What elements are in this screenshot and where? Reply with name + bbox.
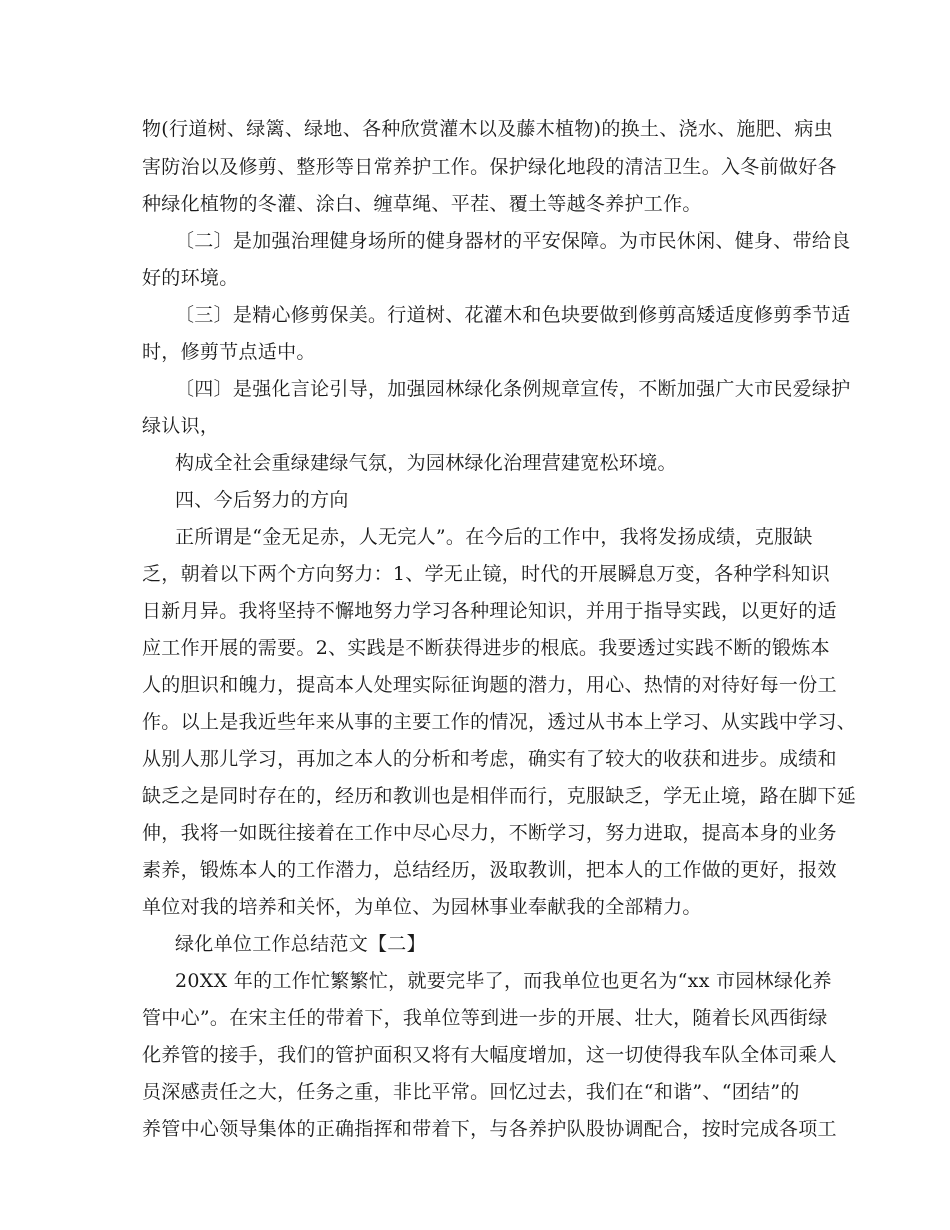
body-text-line: 时，修剪节点适中。 (142, 341, 316, 363)
body-text-line: 构成全社会重绿建绿气氛，为园林绿化治理营建宽松环境。 (175, 452, 677, 474)
body-text-line: 〔二〕是加强治理健身场所的健身器材的平安保障。为市民休闲、健身、带给良 (175, 230, 851, 252)
body-text-line: 物(行道树、绿篱、绿地、各种欣赏灌木以及藤木植物)的换土、浇水、施肥、病虫 (142, 118, 833, 140)
body-text-line: 员深感责任之大，任务之重，非比平常。回忆过去，我们在“和谐”、“团结”的 (142, 1081, 800, 1103)
body-text-line: 应工作开展的需要。2、实践是不断获得进步的根底。我要透过实践不断的锻炼本 (142, 637, 830, 659)
body-text-line: 〔三〕是精心修剪保美。行道树、花灌木和色块要做到修剪高矮适度修剪季节适 (175, 304, 851, 326)
body-text-line: 从别人那儿学习，再加之本人的分析和考虑，确实有了较大的收获和进步。成绩和 (142, 748, 837, 770)
body-text-line: 管中心”。在宋主任的带着下，我单位等到进一步的开展、壮大，随着长风西街绿 (142, 1007, 828, 1029)
section-heading: 四、今后努力的方向 (175, 489, 349, 511)
body-text-line: 缺乏之是同时存在的，经历和教训也是相伴而行，克服缺乏，学无止境，路在脚下延 (142, 785, 857, 807)
body-text-line: 作。以上是我近些年来从事的主要工作的情况，透过从书本上学习、从实践中学习、 (142, 711, 857, 733)
body-text-line: 绿认识， (142, 415, 220, 437)
body-text-line: 素养，锻炼本人的工作潜力，总结经历，汲取教训，把本人的工作做的更好，报效 (142, 859, 837, 881)
body-text-line: 好的环境。 (142, 267, 239, 289)
body-text-line: 人的胆识和魄力，提高本人处理实际征询题的潜力，用心、热情的对待好每一份工 (142, 674, 837, 696)
section-heading: 绿化单位工作总结范文【二】 (175, 933, 426, 955)
body-text-line: 害防治以及修剪、整形等日常养护工作。保护绿化地段的清洁卫生。入冬前做好各 (142, 156, 837, 178)
body-text-line: 日新月异。我将坚持不懈地努力学习各种理论知识，并用于指导实践，以更好的适 (142, 600, 837, 622)
body-text-line: 种绿化植物的冬灌、涂白、缠草绳、平茬、覆土等越冬养护工作。 (142, 193, 702, 215)
body-text-line: 单位对我的培养和关怀，为单位、为园林事业奉献我的全部精力。 (142, 896, 702, 918)
body-text-line: 化养管的接手，我们的管护面积又将有大幅度增加，这一切使得我车队全体司乘人 (142, 1044, 837, 1066)
body-text-line: 养管中心领导集体的正确指挥和带着下，与各养护队股协调配合，按时完成各项工 (142, 1118, 837, 1140)
body-text-line: 正所谓是“金无足赤，人无完人”。在今后的工作中，我将发扬成绩，克服缺 (175, 526, 813, 548)
body-text-line: 伸，我将一如既往接着在工作中尽心尽力，不断学习，努力进取，提高本身的业务 (142, 822, 837, 844)
body-text-line: 〔四〕是强化言论引导，加强园林绿化条例规章宣传，不断加强广大市民爱绿护 (175, 378, 851, 400)
body-text-line: 20XX 年的工作忙繁繁忙，就要完毕了，而我单位也更名为“xx 市园林绿化养 (175, 970, 832, 992)
body-text-line: 乏，朝着以下两个方向努力：1、学无止镜，时代的开展瞬息万变，各种学科知识 (142, 563, 830, 585)
